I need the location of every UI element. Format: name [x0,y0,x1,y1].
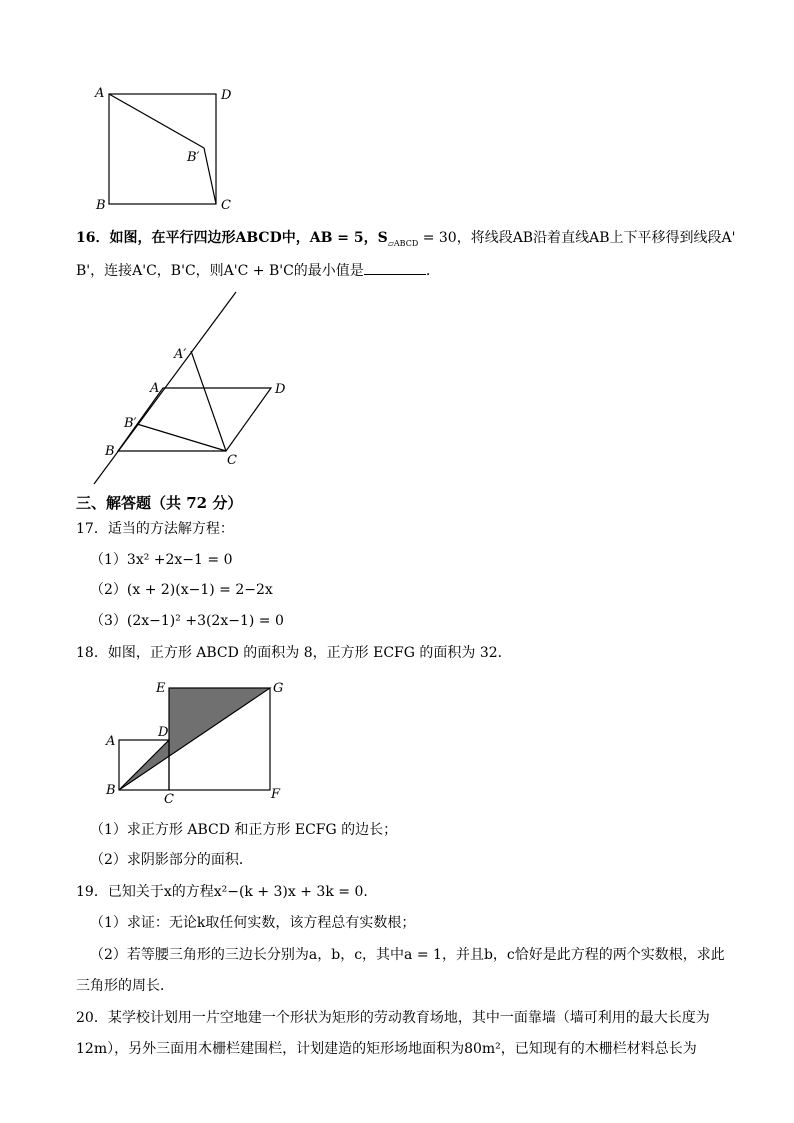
q17-title: 17．适当的方法解方程： [76,521,234,537]
label-F: F [271,787,281,802]
q19-item-1: （1）求证：无论k取任何实数，该方程总有实数根； [90,915,416,931]
figure-parallelogram [88,288,298,488]
diagonal-bd [119,740,169,790]
segment-bpc [137,424,226,451]
q16-line2 [76,260,440,281]
label-B: B [105,444,115,459]
label-A: A [106,734,116,749]
q18-item-1: （1）求正方形 ABCD 和正方形 ECFG 的边长； [90,822,398,838]
figure-square-fold [90,80,250,215]
q17-item-2: （2）(x + 2)(x−1) = 2−2x [90,582,273,598]
q16-text-a: 16．如图，在平行四边形ABCD中，AB = 5，S [76,230,388,246]
label-B: B [106,783,116,798]
q17-item-3: （3）(2x−1)² +3(2x−1) = 0 [90,613,284,629]
label-A: A [95,86,105,101]
label-Bp: B′ [124,416,137,431]
q16-text-b: = 30，将线段AB沿着直线AB上下平移得到线段A' [418,230,736,246]
q16-end: ． [425,263,440,279]
label-Ap: A′ [174,347,187,362]
label-C: C [164,792,174,807]
label-D: D [221,88,232,103]
answer-blank[interactable] [364,260,426,275]
label-B: B [96,198,106,213]
square-abcd [109,94,216,204]
q16-sub: ▱ABCD [387,238,419,248]
label-C: C [227,453,237,468]
q18-item-2: （2）求阴影部分的面积． [90,852,253,868]
label-C: C [221,198,231,213]
q18-title: 18．如图，正方形 ABCD 的面积为 8，正方形 ECFG 的面积为 32． [76,645,512,661]
segment-apc [191,351,226,451]
q19-item-2b: 三角形的周长． [76,978,174,994]
section-heading: 三、解答题（共 72 分） [76,494,243,512]
label-Bp: B′ [187,150,200,165]
label-D: D [158,725,169,740]
q20-line1: 20．某学校计划用一片空地建一个形状为矩形的劳动教育场地，其中一面靠墙（墙可利用的最大长度为 [76,1010,710,1026]
label-A: A [150,381,160,396]
q16-text-c: B'，连接A'C，B'C，则A'C + B'C的最小值是 [76,263,364,279]
q16-line1 [76,228,735,254]
fold-line [109,94,216,204]
q17-item-1: （1）3x² +2x−1 = 0 [90,552,233,568]
label-E: E [156,681,166,696]
q19-item-2a: （2）若等腰三角形的三边长分别为a，b，c，其中a = 1，并且b，c恰好是此方程的两个实数根，求此 [90,947,725,963]
label-D: D [275,382,286,397]
q19-title: 19．已知关于x的方程x²−(k + 3)x + 3k = 0. [76,884,368,900]
figure-two-squares [100,676,300,808]
label-G: G [273,681,284,696]
q20-line2: 12m），另外三面用木栅栏建围栏，计划建造的矩形场地面积为80m²，已知现有的木栅栏材料总长为 [76,1041,697,1057]
